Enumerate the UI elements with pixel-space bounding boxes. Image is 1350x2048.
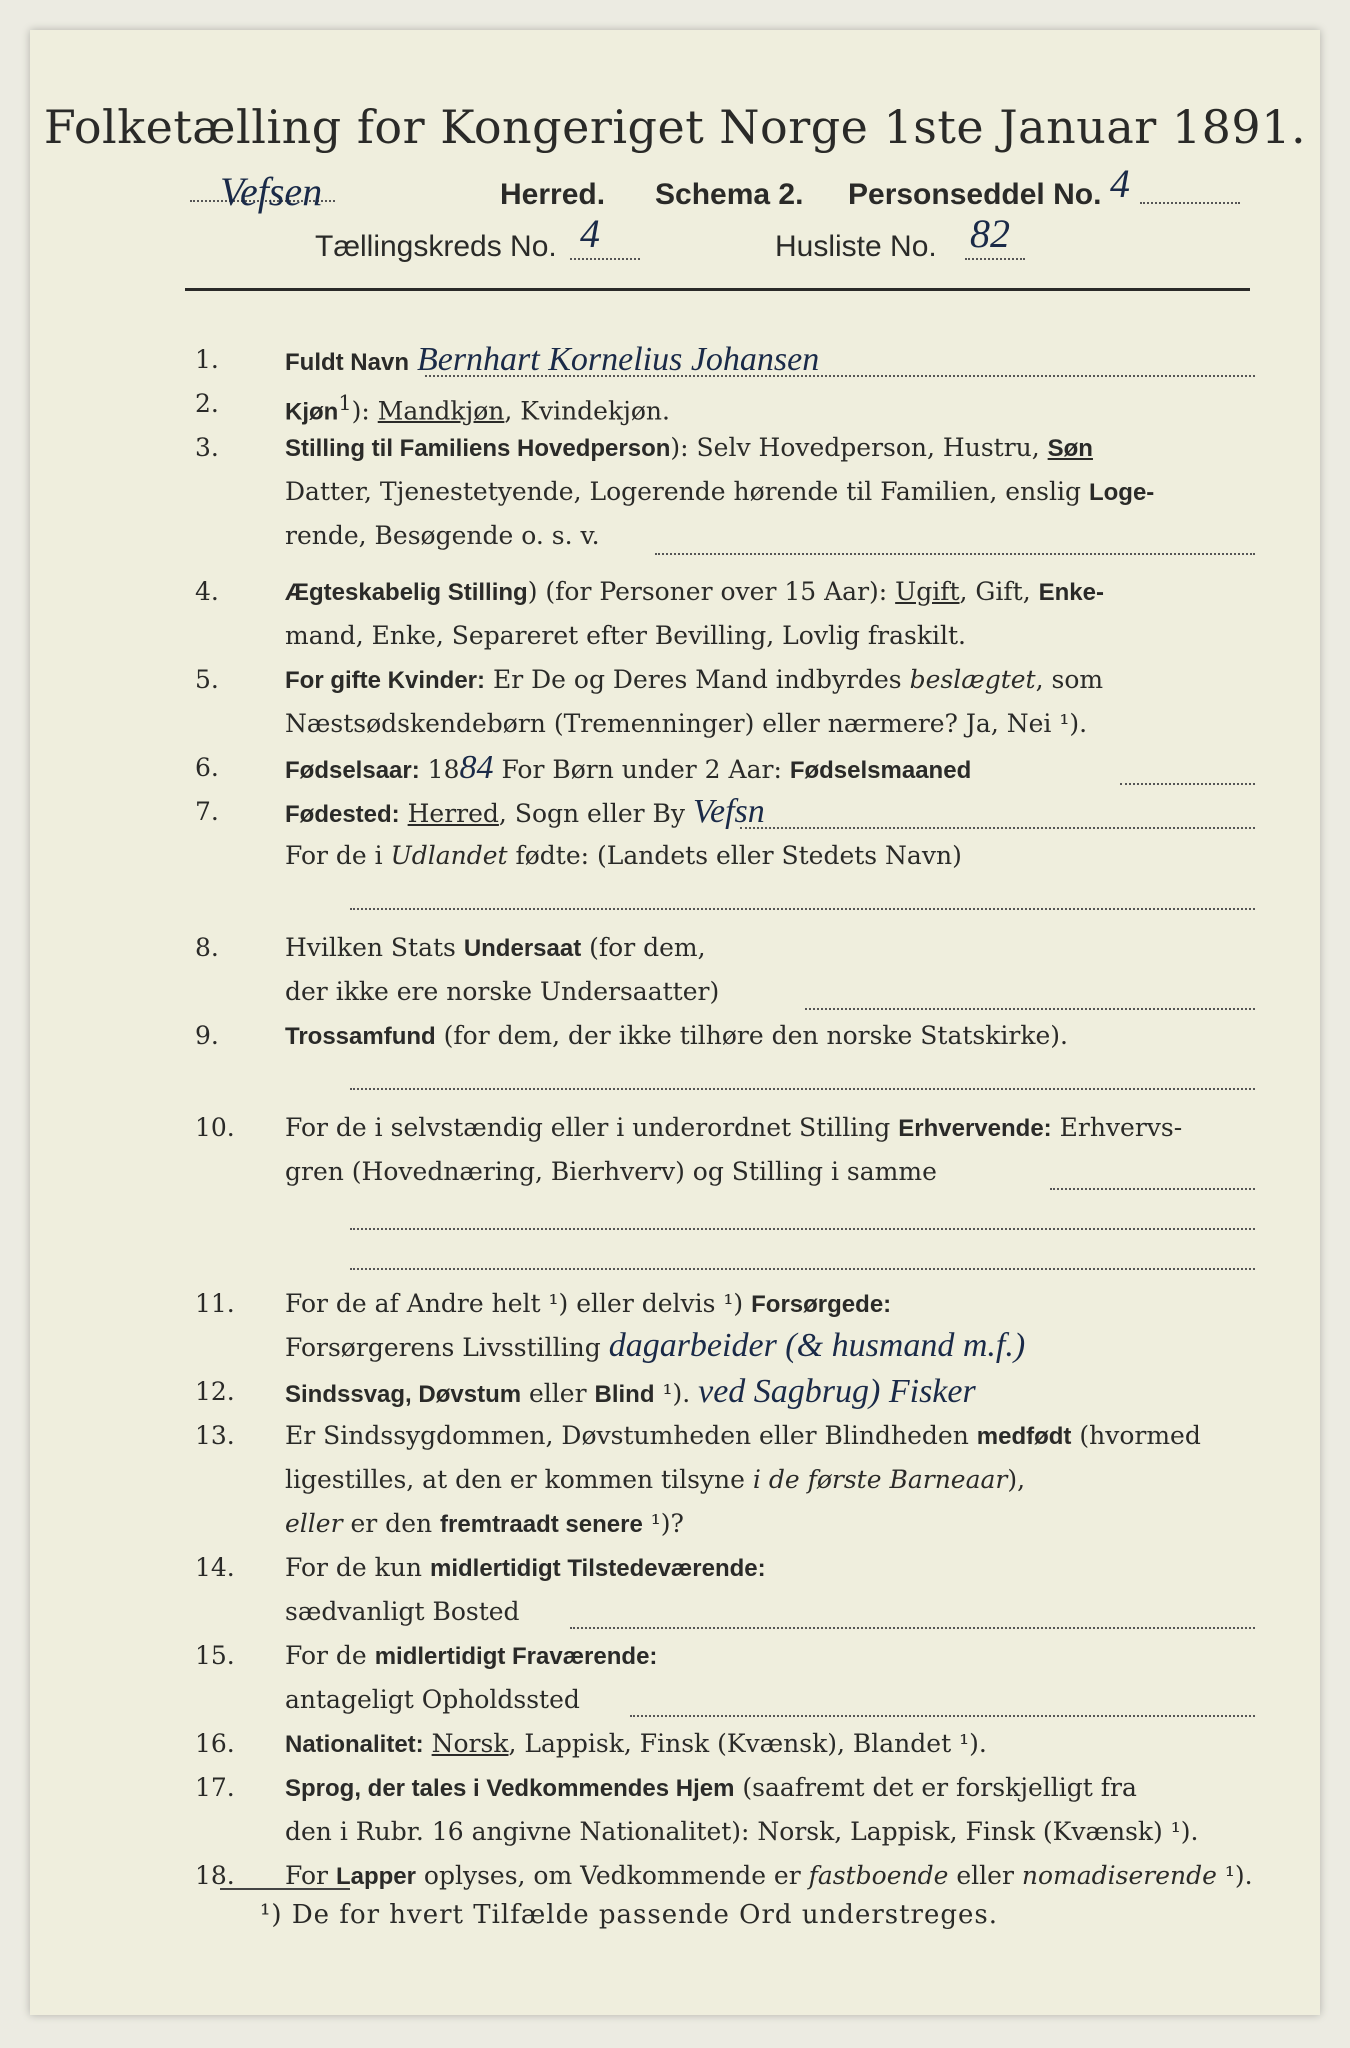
full-name: Bernhart Kornelius Johansen <box>416 341 820 378</box>
provider-occupation: dagarbeider (& husmand m.f.) <box>608 1327 1026 1364</box>
herred-label: Herred. <box>500 178 606 211</box>
kreds-label: Tællingskreds No. <box>315 230 557 263</box>
dotted-line <box>965 258 1025 260</box>
dotted-line <box>1140 202 1240 204</box>
selected-option: Norsk <box>431 1729 509 1758</box>
dotted-line <box>350 908 1255 910</box>
herred-value: Vefsen <box>220 169 323 214</box>
census-form: Folketælling for Kongeriget Norge 1ste Januar 1891. Vefsen Herred. Schema 2. Personseddel No. 4 Tællingskreds No. 4 Husliste No. 82 1. Fuldt Navn Bernhart Kornelius Johansen 2. Kjøn$^1$): Mandkjøn, Kvindekjøn. 3. Stilling til Familiens Hovedperson): Selv Hovedperson, Hustru, Søn Datter, Tjenestetyende, Logerende hørende til Familien, enslig Loge- rende, Besøgende o. s. v. 4. Ægteskabelig Stilling) (for Personer over 15 Aar): Ugift, Gift, Enke- mand, Enke, Separeret efter Bevilling, Lovlig fraskilt. 5. For gifte Kvinder: Er De og Deres Mand indbyrdes beslægtet, som Næstsødskendebørn (Tremenninger) eller nærmere? Ja, Nei ¹). 6. Fødselsaar: 1884 For Børn under 2 Aar: Fødselsmaaned 7. Fødested: Herred, Sogn eller By Vefsn For de i Udlandet fødte: (Landets eller Stedets Navn) 8. Hvilken Stats Undersaat (for dem, der ikke ere norske Undersaatter) 9. Trossamfund (for dem, der ikke tilhøre den norske Statskirke). 10. For de i selvstændig eller i underordnet Stilling Erhvervende: Erhvervs- gren (Hovednæring, Bierhverv) og Stilling i samme 11. For de af Andre helt ¹) eller delvis ¹) Forsørgede: Forsørgerens Livsstilling dagarbeider (& husmand m.f.) 12. Sindssvag, Døvstum eller Blind ¹). ved Sagbrug) Fisker 13. Er Sindssygdommen, Døvstumheden eller Blindheden medfødt (hvormed ligestilles, at den er kommen tilsyne i de første Barneaar), eller er den fremtraadt senere ¹)? 14. For de kun midlertidigt Tilstedeværende: sædvanligt Bosted 15. For de midlertidigt Fraværende: antageligt Opholdssted 16. Nationalitet: Norsk, Lappisk, Finsk (Kvænsk), Blandet ¹). 17. Sprog, der tales i Vedkommendes Hjem (saafremt det er forskjelligt fra den i Rubr. 16 angivne Nationalitet): Norsk, Lappisk, Finsk (Kvænsk) ¹). 18. For Lapper oplyses, om Vedkommende er fastboende eller nomadiserende ¹). ¹) De for hvert Tilfælde passende Ord understreges. <box>30 30 1320 2015</box>
personseddel-value: 4 <box>1110 161 1130 206</box>
selected-option: Mandkjøn <box>377 396 505 426</box>
husliste-label: Husliste No. <box>775 230 937 263</box>
kreds-value: 4 <box>580 211 600 256</box>
dotted-line <box>630 1715 1255 1717</box>
footnote-rule <box>220 1888 350 1890</box>
header-rule <box>185 288 1250 291</box>
dotted-line <box>350 1228 1255 1230</box>
selected-option: Ugift <box>895 577 960 606</box>
footnote: ¹) De for hvert Tilfælde passende Ord understreges. <box>260 1900 999 1930</box>
birth-year: 84 <box>459 749 494 786</box>
dotted-line <box>1050 1188 1255 1190</box>
dotted-line <box>655 553 1255 555</box>
dotted-line <box>570 1627 1255 1629</box>
dotted-line <box>805 1008 1255 1010</box>
dotted-line <box>570 258 640 260</box>
dotted-line <box>350 1088 1255 1090</box>
handwritten-note: ved Sagbrug) Fisker <box>698 1373 976 1410</box>
dotted-line <box>1120 783 1255 785</box>
dotted-line <box>350 1268 1255 1270</box>
husliste-value: 82 <box>970 211 1010 256</box>
dotted-line <box>425 375 1255 377</box>
schema-label: Schema 2. <box>655 178 804 211</box>
birthplace: Vefsn <box>692 793 765 830</box>
personseddel-label: Personseddel No. <box>848 178 1102 211</box>
selected-option: Herred <box>407 799 499 828</box>
selected-option: Søn <box>1047 435 1093 462</box>
page-title: Folketælling for Kongeriget Norge 1ste Januar 1891. <box>43 100 1307 154</box>
dotted-line <box>740 827 1255 829</box>
